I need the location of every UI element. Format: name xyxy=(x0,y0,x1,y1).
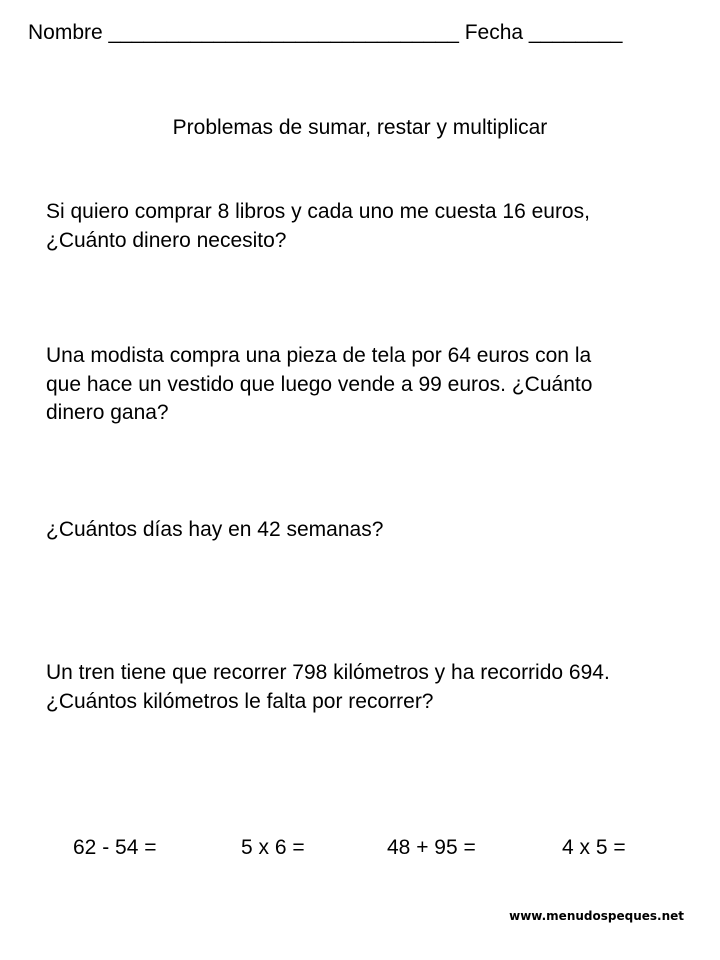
problem-line: ¿Cuántos días hay en 42 semanas? xyxy=(46,518,384,541)
website-footer: www.menudospeques.net xyxy=(509,909,684,923)
operation-4: 4 x 5 = xyxy=(562,836,626,859)
problem-4 xyxy=(46,659,706,716)
problem-2 xyxy=(46,342,706,428)
name-date-line: Nombre ______________________________ Fecha ________ xyxy=(28,21,623,44)
problem-3 xyxy=(46,516,706,545)
operation-2: 5 x 6 = xyxy=(241,836,305,859)
worksheet-title: Problemas de sumar, restar y multiplicar xyxy=(172,116,548,139)
problem-line: que hace un vestido que luego vende a 99 euros. ¿Cuánto xyxy=(46,372,593,396)
problem-line: Si quiero comprar 8 libros y cada uno me cuesta 16 euros, xyxy=(46,200,590,223)
operation-3: 48 + 95 = xyxy=(387,836,476,859)
operation-1: 62 - 54 = xyxy=(73,836,157,859)
problem-1 xyxy=(46,198,706,255)
problem-line: ¿Cuántos kilómetros le falta por recorrer? xyxy=(46,689,434,713)
problem-line: ¿Cuánto dinero necesito? xyxy=(46,228,287,252)
problem-line: dinero gana? xyxy=(46,401,169,424)
problem-line: Un tren tiene que recorrer 798 kilómetros y ha recorrido 694. xyxy=(46,661,610,684)
problem-line: Una modista compra una pieza de tela por 64 euros con la xyxy=(46,344,592,367)
